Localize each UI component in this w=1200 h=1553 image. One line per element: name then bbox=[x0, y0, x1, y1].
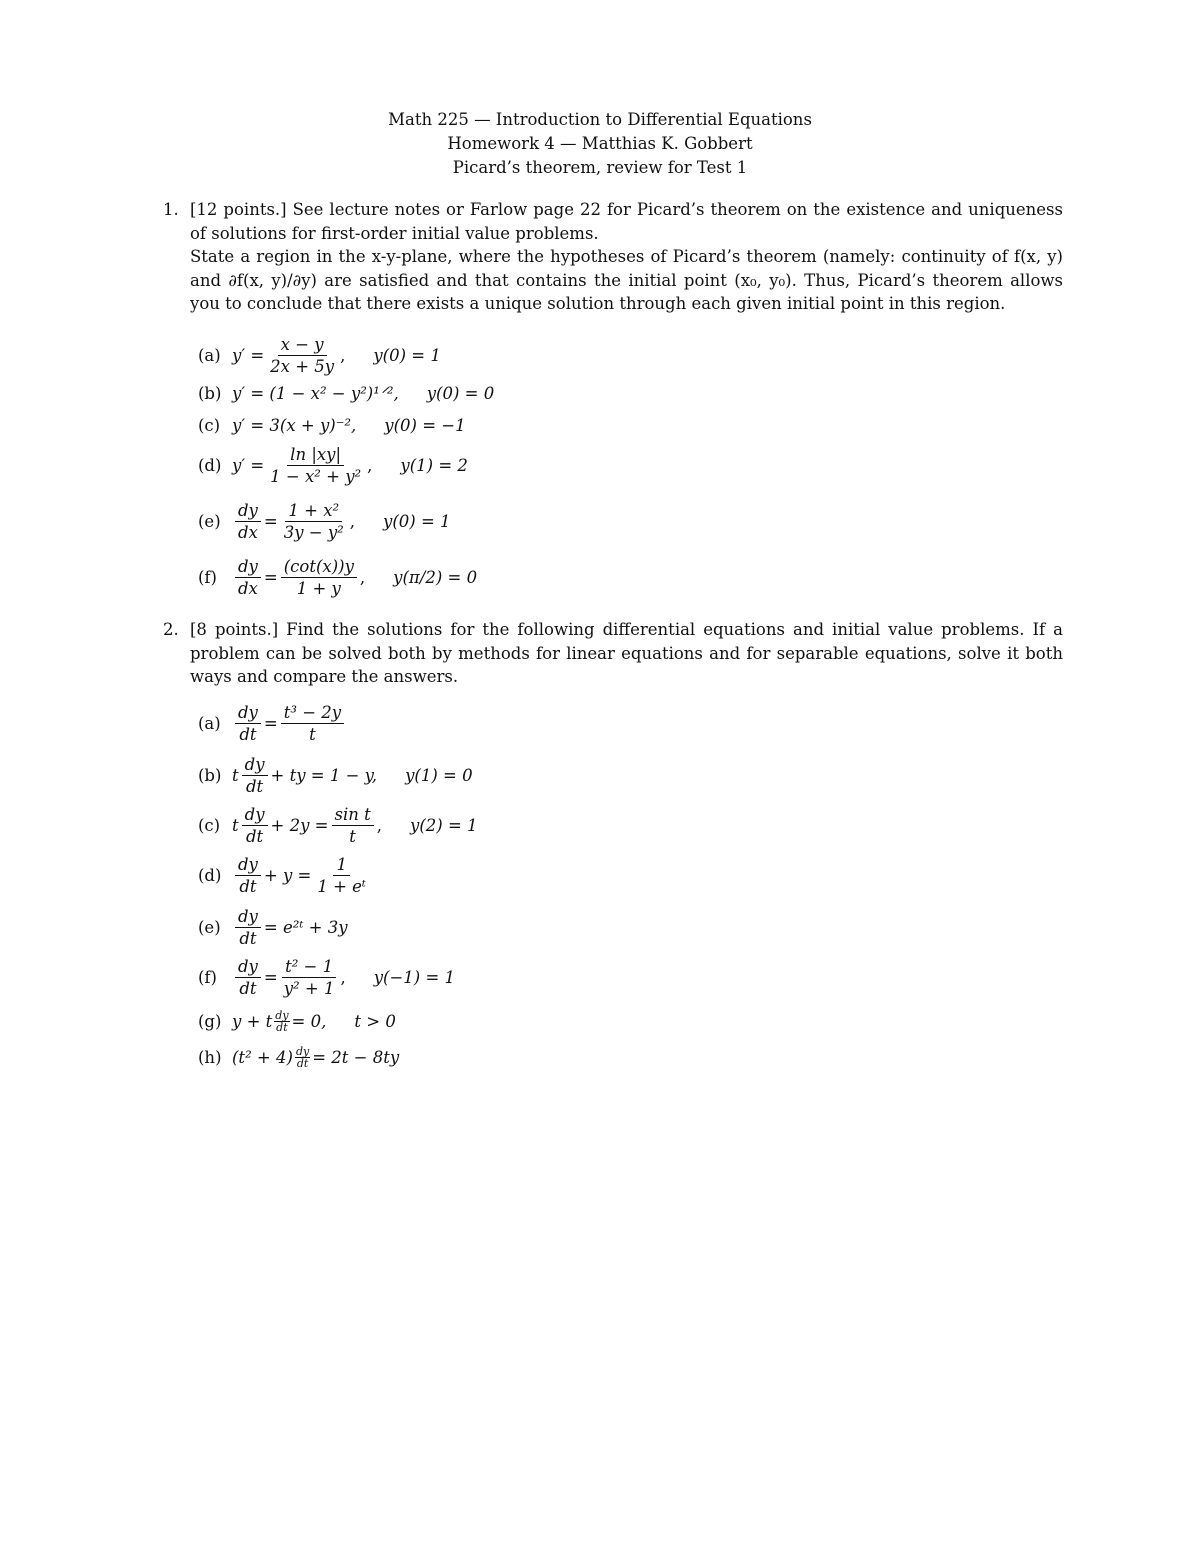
fraction: $\frac{\text{t² − 1}}{\text{y² + 1}}$ bbox=[283, 957, 335, 998]
derivative: $\frac{dy}{dx}$ bbox=[235, 556, 261, 599]
derivative: $\frac{dy}{dt}$ bbox=[235, 956, 261, 999]
fraction: $\frac{\text{1 + x²}}{\text{3y − y²}}$ bbox=[283, 501, 344, 542]
problem-1e: (e) $\frac{dy}{dx}$ = $\frac{\text{1 + x²}}{\text{3y − y²}}$ , y(0) = 1 bbox=[198, 501, 451, 542]
problem-2g: (g) y + t $\frac{dy}{dt}$ = 0, t > 0 bbox=[198, 1009, 396, 1034]
problem-number: 1. bbox=[163, 200, 179, 219]
problem-2-instructions: [8 points.] Find the solutions for the following differential equations and initial value problems. If a problem can be solved both by methods for linear equations and for separable equations, solve it both ways and compare the answers. bbox=[190, 620, 1063, 687]
problem-2a: (a) $\frac{dy}{dt}$ = $\frac{\text{t³ − 2y}}{t}$ bbox=[198, 702, 347, 745]
derivative: $\frac{dy}{dt}$ bbox=[275, 1009, 289, 1034]
problem-1a: (a) y′ = $\frac{x - y}{2x + 5y}$ , y(0) = 1 bbox=[198, 335, 441, 376]
document-header bbox=[0, 108, 1200, 180]
initial-condition: y(1) = 2 bbox=[400, 456, 468, 475]
initial-condition: y(0) = 0 bbox=[426, 384, 495, 403]
initial-condition: y(π/2) = 0 bbox=[393, 568, 478, 587]
derivative: $\frac{dy}{dt}$ bbox=[242, 754, 268, 797]
problem-2e: (e) $\frac{dy}{dt}$ = e²ᵗ + 3y bbox=[198, 907, 348, 948]
fraction: $\frac{1}{\text{1 + eᵗ}}$ bbox=[317, 855, 367, 896]
problem-1d: (d) y′ = $\frac{\ln |xy|}{\text{1 − x² + y²}}$ , y(1) = 2 bbox=[198, 445, 468, 486]
initial-condition: y(2) = 1 bbox=[410, 816, 478, 835]
derivative: $\frac{dy}{dt}$ bbox=[295, 1045, 310, 1070]
derivative: $\frac{dy}{dt}$ bbox=[242, 804, 268, 847]
homework-title: Homework 4 — Matthias K. Gobbert bbox=[447, 134, 753, 153]
problem-1c: (c) y′ = 3(x + y)⁻², y(0) = −1 bbox=[198, 416, 466, 435]
initial-condition: y(0) = 1 bbox=[383, 512, 451, 531]
problem-number: 2. bbox=[163, 620, 179, 639]
initial-condition: y(1) = 0 bbox=[405, 766, 473, 785]
condition: t > 0 bbox=[354, 1012, 396, 1031]
initial-condition: y(−1) = 1 bbox=[373, 968, 456, 987]
problem-2d: (d) $\frac{dy}{dt}$ + y = $\frac{1}{\text{1 + eᵗ}}$ bbox=[198, 854, 372, 897]
course-title: Math 225 — Introduction to Differential Equations bbox=[388, 110, 812, 129]
problem-1 bbox=[163, 198, 1063, 316]
problem-1f: (f) $\frac{dy}{dx}$ = $\frac{(\cot(x))y}{1 + y}$ , y(π/2) = 0 bbox=[198, 557, 478, 598]
problem-2f: (f) $\frac{dy}{dt}$ = $\frac{\text{t² − 1}}{\text{y² + 1}}$ , y(−1) = 1 bbox=[198, 957, 456, 998]
derivative: $\frac{dy}{dt}$ bbox=[235, 702, 261, 745]
problem-1b: (b) y′ = (1 − x² − y²)¹ᐟ², y(0) = 0 bbox=[198, 384, 495, 403]
derivative: $\frac{dy}{dt}$ bbox=[235, 906, 261, 949]
initial-condition: y(0) = −1 bbox=[384, 416, 466, 435]
homework-subtitle: Picard’s theorem, review for Test 1 bbox=[452, 158, 748, 177]
initial-condition: y(0) = 1 bbox=[373, 346, 441, 365]
problem-2 bbox=[163, 618, 1063, 689]
derivative: $\frac{dy}{dt}$ bbox=[235, 854, 261, 897]
problem-2h: (h) (t² + 4) $\frac{dy}{dt}$ = 2t − 8ty bbox=[198, 1045, 400, 1070]
fraction: $\frac{(\cot(x))y}{1 + y}$ bbox=[281, 556, 357, 599]
derivative: $\frac{dy}{dx}$ bbox=[235, 500, 261, 543]
fraction: $\frac{\text{t³ − 2y}}{t}$ bbox=[281, 702, 344, 745]
fraction: $\frac{x - y}{2x + 5y}$ bbox=[270, 335, 335, 376]
problem-2b: (b) t $\frac{dy}{dt}$ + ty = 1 − y, y(1) = 0 bbox=[198, 755, 473, 796]
problem-2c: (c) t $\frac{dy}{dt}$ + 2y = $\frac{\text{sin t}}{t}$ , y(2) = 1 bbox=[198, 805, 478, 846]
problem-1-intro: [12 points.] See lecture notes or Farlow page 22 for Picard’s theorem on the existence and uniqueness of solutions for first-order initial value problems. bbox=[190, 200, 1063, 243]
fraction: $\frac{\text{sin t}}{t}$ bbox=[332, 804, 374, 847]
fraction: $\frac{\ln |xy|}{\text{1 − x² + y²}}$ bbox=[270, 445, 362, 486]
problem-1-instructions: State a region in the x-y-plane, where the hypotheses of Picard’s theorem (namely: continuity of f(x, y) and ∂f(x, y)/∂y) are satisfied and that contains the initial point (x₀, y₀). Thus, Picard’s theorem allows you to conclude that there exists a unique solution through each given initial point in this region. bbox=[190, 247, 1063, 314]
